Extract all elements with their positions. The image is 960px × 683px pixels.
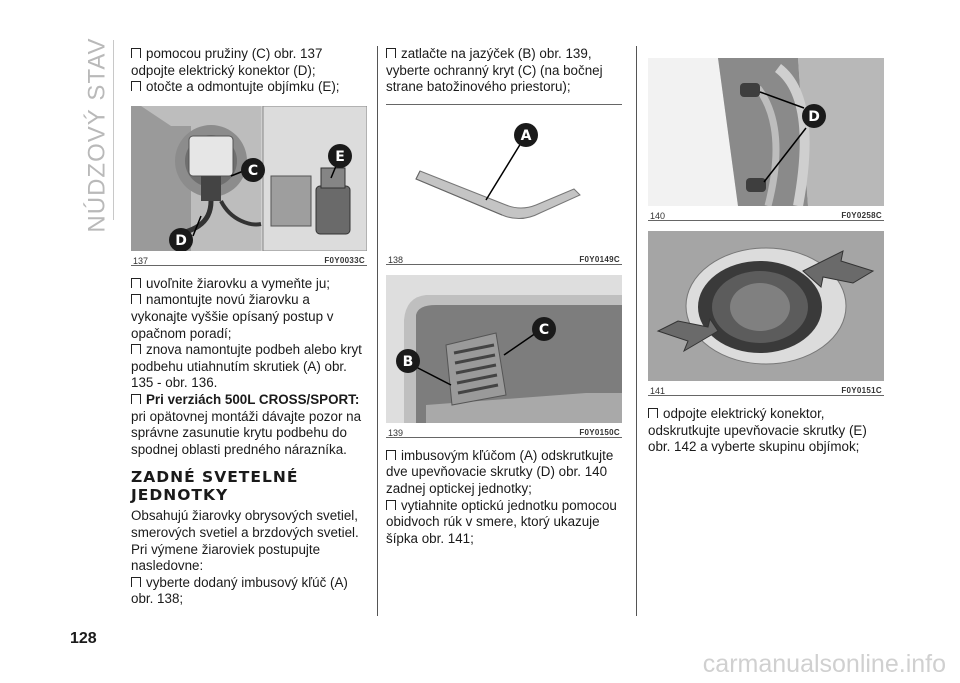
bullet-icon [648,408,658,418]
figure-label: D [808,109,820,125]
bullet-icon [386,48,396,58]
bullet-icon [131,81,141,91]
column-3 [648,46,884,456]
list-item: Pri verziách 500L CROSS/SPORT: pri opätovnej montáži dávajte pozor na správne zasunutie krytu podbehu do spodnej oblasti predného nárazníka. [131,391,362,457]
figure-137 [131,106,367,251]
section-heading: ZADNÉ SVETELNÉ JEDNOTKY [131,468,299,505]
column-1 [131,46,367,608]
list-item: znova namontujte podbeh alebo kryt podbehu utiahnutím skrutiek (A) obr. 135 - obr. 136. [131,342,362,391]
list-item: odpojte elektrický konektor, odskrutkujte upevňovacie skrutky (E) obr. 142 a vyberte skupinu objímok; [648,406,867,455]
figure-138-illustration [386,105,622,250]
figure-141-illustration [648,231,884,381]
figure-140-illustration [648,58,884,206]
page-number: 128 [70,630,97,647]
list-item: vyberte dodaný imbusový kľúč (A) obr. 138; [131,574,348,607]
paragraph: Obsahujú žiarovky obrysových svetiel, smerových svetiel a brzdových svetiel. Pri výmene žiaroviek postupujte nasledovne: [131,508,359,574]
figure-138 [386,105,622,250]
column-divider [377,46,378,616]
figure-label: E [335,148,345,165]
figure-caption: 140 F0Y0258C [648,206,884,221]
figure-label: C [247,162,259,179]
figure-label: A [520,127,532,144]
bullet-icon [386,500,396,510]
bullet-icon [131,48,141,58]
bullet-icon [131,344,141,354]
figure-caption: 141 F0Y0151C [648,381,884,396]
bullet-icon [386,450,396,460]
figure-137-illustration [131,106,367,251]
list-item: otočte a odmontujte objímku (E); [131,79,367,96]
figure-label: C [538,321,550,338]
figure-139 [386,275,622,423]
figure-label: D [175,232,187,249]
section-side-title: NÚDZOVÝ STAV [84,37,112,233]
side-rule [113,40,114,220]
figure-caption: 138 F0Y0149C [386,250,622,265]
list-item: pomocou pružiny (C) obr. 137 odpojte elektrický konektor (D); [131,46,323,78]
watermark: carmanualsonline.info [702,650,946,678]
bullet-icon [131,294,141,304]
column-2 [386,46,622,547]
figure-141 [648,231,884,381]
figure-140 [648,58,884,206]
bullet-icon [131,577,141,587]
bullet-icon [131,394,141,404]
bullet-icon [131,278,141,288]
column-divider [636,46,637,616]
figure-caption: 137 F0Y0033C [131,251,367,266]
list-item: zatlačte na jazýček (B) obr. 139, vyberte ochranný kryt (C) (na bočnej strane batožinového priestoru); [386,46,603,95]
figure-139-illustration [386,275,622,423]
list-item: vytiahnite optickú jednotku pomocou obidvoch rúk v smere, ktorý ukazuje šípka obr. 141; [386,497,617,546]
list-item: uvoľnite žiarovku a vymeňte ju; [131,276,367,293]
figure-label: B [402,353,414,370]
figure-caption: 139 F0Y0150C [386,423,622,438]
list-item: namontujte novú žiarovku a vykonajte vyššie opísaný postup v opačnom poradí; [131,292,334,341]
list-item: imbusovým kľúčom (A) odskrutkujte dve upevňovacie skrutky (D) obr. 140 zadnej optickej jednotky; [386,447,614,496]
